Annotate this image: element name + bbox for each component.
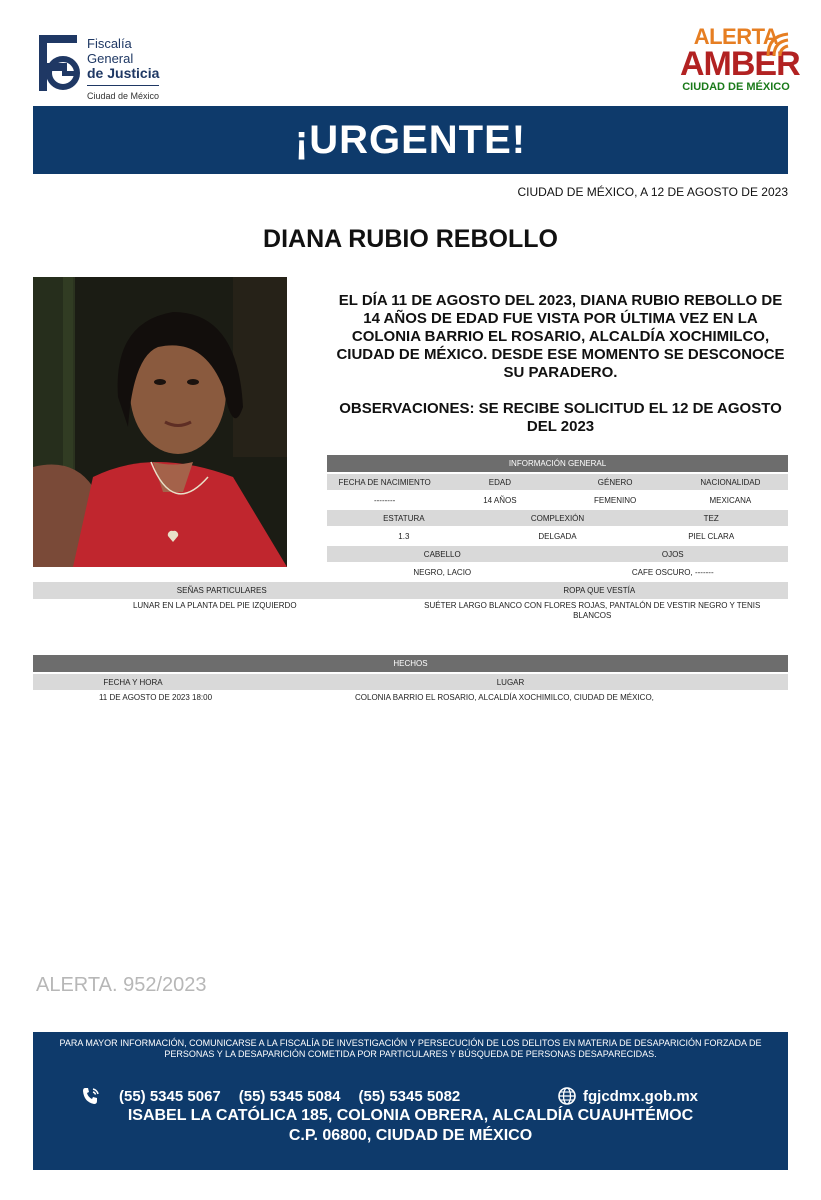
header-clothing: ROPA QUE VESTÍA (563, 586, 636, 595)
phone-icon (81, 1086, 101, 1106)
globe-icon (557, 1086, 577, 1106)
value-complexion: PIEL CLARA (688, 531, 735, 541)
signal-waves-icon (764, 30, 794, 60)
fgj-logo (33, 33, 173, 103)
alerta-amber-logo (680, 24, 800, 102)
alert-number: ALERTA. 952/2023 (36, 974, 207, 996)
amber-mid-text: AMBER (680, 45, 800, 83)
case-description: EL DÍA 11 DE AGOSTO DEL 2023, DIANA RUBIO REBOLLO DE 14 AÑOS DE EDAD FUE VISTA POR ÚLTIMA VEZ EN LA COLONIA BARRIO EL ROSARIO, ALCALDÍA XOCHIMILCO, CIUDAD DE MÉXICO. DESDE ESE MOMENTO SE DESCONOCE SU PARADERO. (336, 292, 785, 381)
value-clothing: SUÉTER LARGO BLANCO CON FLORES ROJAS, PANTALÓN DE VESTIR NEGRO Y TENIS BLANCOS (424, 601, 761, 620)
value-gender: FEMENINO (594, 495, 637, 505)
header-date-time: FECHA Y HORA (103, 677, 163, 687)
value-place: COLONIA BARRIO EL ROSARIO, ALCALDÍA XOCHIMILCO, CIUDAD DE MÉXICO, (355, 692, 654, 702)
header-age: EDAD (488, 477, 511, 487)
info-row1-values (327, 492, 788, 508)
phone-number-3[interactable]: (55) 5345 5082 (358, 1087, 461, 1105)
amber-bot-text: CIUDAD DE MÉXICO (682, 81, 790, 93)
header-gender: GÉNERO (597, 477, 633, 487)
fgj-line1: Fiscalía (87, 36, 132, 51)
header-height: ESTATURA (383, 513, 425, 523)
fgj-emblem-icon (33, 33, 83, 97)
header-place: LUGAR (496, 677, 525, 687)
header-nationality: NACIONALIDAD (700, 477, 761, 487)
person-photo (33, 277, 287, 567)
header-distinguishing-marks: SEÑAS PARTICULARES (176, 586, 267, 595)
phone-list (81, 1086, 460, 1106)
facts-headers (33, 674, 788, 690)
value-age: 14 AÑOS (483, 495, 517, 505)
address-line2: C.P. 06800, CIUDAD DE MÉXICO (288, 1127, 533, 1144)
info-row1-headers (327, 474, 788, 490)
info-row2-values (327, 528, 788, 544)
website-link[interactable]: fgjcdmx.gob.mx (583, 1087, 699, 1105)
fgj-line2: General (87, 51, 134, 66)
value-birthdate: -------- (373, 495, 396, 505)
facts-title-row (33, 655, 788, 672)
case-observations: OBSERVACIONES: SE RECIBE SOLICITUD EL 12 DE AGOSTO DEL 2023 (339, 400, 782, 435)
value-distinguishing-marks: LUNAR EN LA PLANTA DEL PIE IZQUIERDO (132, 601, 297, 610)
value-eyes: CAFE OSCURO, ------- (631, 567, 714, 577)
info-general-title: INFORMACIÓN GENERAL (508, 459, 607, 468)
header-hair: CABELLO (423, 549, 461, 559)
missing-person-name: DIANA RUBIO REBOLLO (263, 225, 558, 253)
phone-number-2[interactable]: (55) 5345 5084 (238, 1087, 341, 1105)
features-values (33, 600, 788, 622)
urgent-banner: ¡URGENTE! (33, 106, 788, 174)
phone-number-1[interactable]: (55) 5345 5067 (119, 1087, 221, 1105)
value-date-time: 11 DE AGOSTO DE 2023 18:00 (98, 692, 213, 702)
fgj-line3: de Justicia (87, 65, 160, 81)
info-row2-headers (327, 510, 788, 526)
header-eyes: OJOS (661, 549, 684, 559)
info-general-title-row (327, 455, 788, 472)
value-hair: NEGRO, LACIO (413, 567, 472, 577)
header-complexion: TEZ (703, 513, 719, 523)
contact-footer (33, 1032, 788, 1170)
value-nationality: MEXICANA (709, 495, 752, 505)
features-headers (33, 582, 788, 599)
portrait-image (33, 277, 287, 567)
facts-title: HECHOS (393, 659, 428, 668)
address (33, 1106, 788, 1146)
date-line: CIUDAD DE MÉXICO, A 12 DE AGOSTO DE 2023 (517, 185, 788, 199)
fgj-line4: Ciudad de México (87, 85, 159, 104)
address-line1: ISABEL LA CATÓLICA 185, COLONIA OBRERA, ALCALDÍA CUAUHTÉMOC (127, 1107, 694, 1124)
website (557, 1086, 698, 1106)
info-row3-values (327, 564, 788, 580)
info-row3-headers (327, 546, 788, 562)
amber-top-text: ALERTA (693, 24, 779, 49)
fgj-wordmark (87, 36, 159, 104)
value-build: DELGADA (538, 531, 577, 541)
facts-values (33, 690, 788, 704)
header-birthdate: FECHA DE NACIMIENTO (338, 477, 431, 487)
value-height: 1.3 (398, 531, 410, 541)
header-build: COMPLEXIÓN (530, 513, 585, 523)
footer-note: PARA MAYOR INFORMACIÓN, COMUNICARSE A LA FISCALÍA DE INVESTIGACIÓN Y PERSECUCIÓN DE LOS DELITOS EN MATERIA DE DESAPARICIÓN FORZADA DE PERSONAS Y LA DESAPARICIÓN COMETIDA POR PARTICULARES Y BÚSQUEDA DE PERSONAS DESAPARECIDAS. (59, 1038, 762, 1059)
